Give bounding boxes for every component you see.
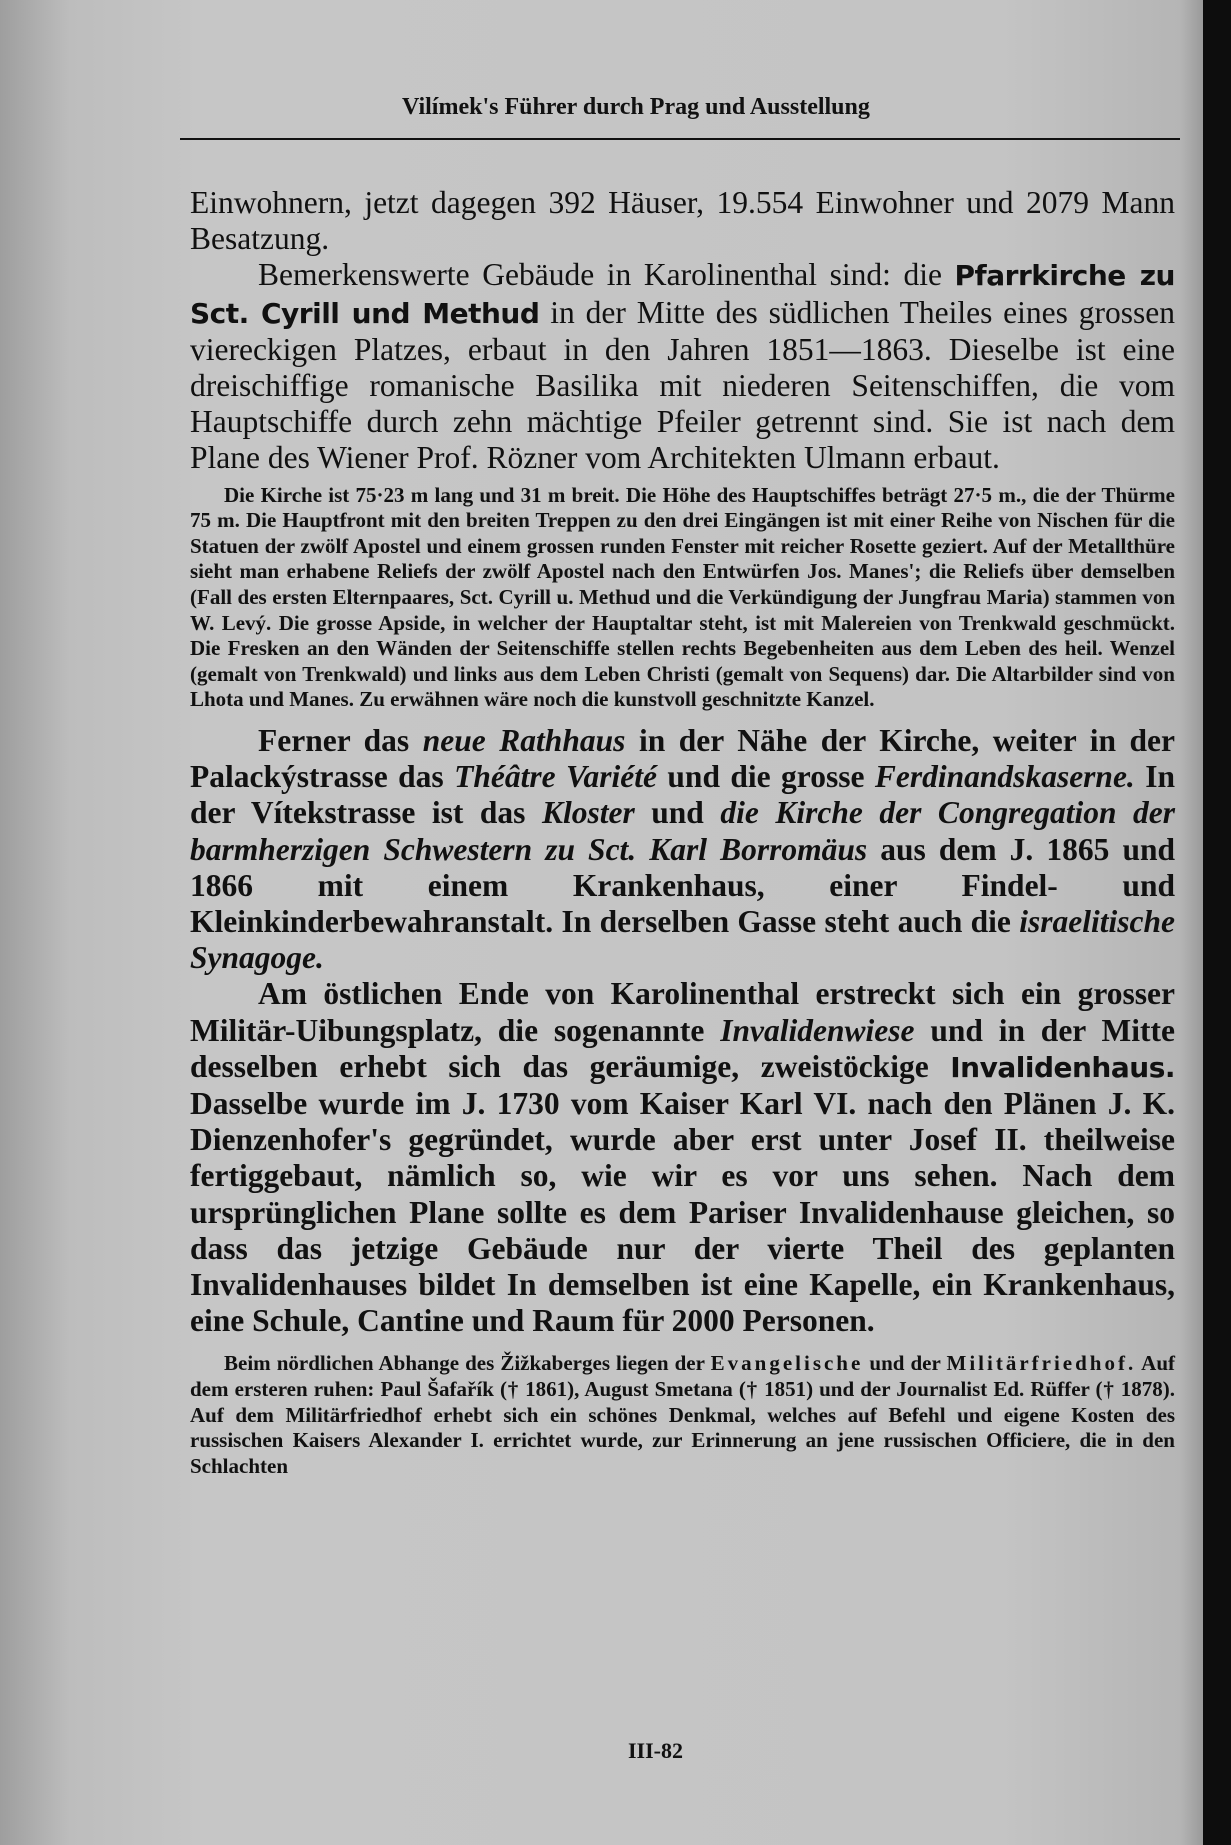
footnote-cemetery-text	[190, 1351, 1175, 1479]
kloster-italic: Kloster	[541, 795, 635, 831]
paragraph-4	[190, 976, 1175, 1339]
invalidenhaus-highlight: Invalidenhaus.	[950, 1050, 1175, 1084]
rathhaus-italic: neue Rathhaus	[422, 722, 626, 758]
paragraph-3-i: und	[634, 795, 721, 831]
paragraph-3	[190, 723, 1175, 976]
evangelische-spaced: Evangelische	[710, 1351, 864, 1376]
paragraph-4-c: und in der Mitte desselben erhebt sich das geräumige, zweistöckige	[190, 1012, 1175, 1084]
running-head: Vilímek's Führer durch Prag und Ausstellung	[402, 94, 870, 120]
header-rule	[180, 138, 1180, 140]
paragraph-3-g: In der Vítekstrasse ist das	[190, 759, 1176, 831]
church-name-highlight: Pfarrkirche zu Sct. Cyrill und Methud	[190, 259, 1175, 330]
paragraph-2-text-c: in der Mitte des südlichen Theiles eines grossen viereckigen Platzes, erbaut in den Jahren 1851—1863. Dieselbe ist eine dreischiffige romanische Basilika mit niederen Seitenschiffen, die vom Hauptschiffe durch zehn mächtige Pfeiler getrennt sind. Sie ist nach dem Plane des Wiener Prof. Rözner vom Architekten Ulmann erbaut.	[190, 294, 1175, 476]
page-body	[190, 185, 1175, 1479]
paragraph-3-c: in der Nähe der Kirche, weiter in der Palackýstrasse das	[190, 722, 1176, 795]
paragraph-2	[190, 257, 1175, 476]
paragraph-1: Einwohnern, jetzt dagegen 392 Häuser, 19.554 Einwohner und 2079 Mann Besatzung.	[190, 185, 1175, 257]
paragraph-3-a: Ferner das	[258, 722, 423, 758]
paragraph-3-e: und die grosse	[657, 759, 875, 795]
invalidenwiese-italic: Invalidenwiese	[720, 1012, 915, 1048]
militaerfriedhof-spaced: Militärfriedhof.	[946, 1351, 1137, 1376]
paragraph-2-text-a: Bemerkenswerte Gebäude in Karolinenthal sind: die	[258, 257, 955, 293]
synagoge-italic: israelitische Synagoge.	[190, 903, 1175, 976]
congregation-italic: die Kirche der Congregation der barmherzigen Schwestern zu Sct. Karl Borromäus	[190, 795, 1175, 867]
footnote-cemetery	[190, 1351, 1175, 1479]
theatre-italic: Théâtre Variété	[454, 759, 657, 795]
footnote-cemetery-e: Auf dem ersteren ruhen: Paul Šafařík († 1861), August Smetana († 1851) und der Journalist Ed. Rüffer († 1878). Auf dem Militärfriedhof erhebt sich ein schönes Denkmal, welches auf Befehl und eigene Kosten des russischen Kaisers Alexander I. errichtet wurde, zur Erinnerung an jene russischen Officiere, die in den Schlachten	[190, 1351, 1175, 1478]
paragraph-3-block	[190, 723, 1175, 1339]
scan-edge	[1203, 0, 1231, 1845]
footnote-church	[190, 483, 1175, 713]
page-number: III-82	[628, 1738, 684, 1763]
paragraph-4-a: Am östlichen Ende von Karolinenthal erstreckt sich ein grosser Militär-Uibungsplatz, die sogenannte	[190, 976, 1175, 1048]
kaserne-italic: Ferdinandskaserne.	[874, 759, 1135, 795]
paragraph-4-e: Dasselbe wurde im J. 1730 vom Kaiser Karl VI. nach den Plänen J. K. Dienzenhofer's gegründet, wurde aber erst unter Josef II. theilweise fertiggebaut, nämlich so, wie wir es vor uns sehen. Nach dem ursprünglichen Plane sollte es dem Pariser Invalidenhause gleichen, so dass das jetzige Gebäude nur der vierte Theil des geplanten Invalidenhauses bildet In demselben ist eine Kapelle, ein Krankenhaus, eine Schule, Cantine und Raum für 2000 Personen.	[190, 1086, 1175, 1339]
footnote-church-text: Die Kirche ist 75·23 m lang und 31 m breit. Die Höhe des Hauptschiffes beträgt 27·5 m., die der Thürme 75 m. Die Hauptfront mit den breiten Treppen zu den drei Eingängen ist mit einer Reihe von Nischen für die Statuen der zwölf Apostel und einem grossen runden Fenster mit reicher Rosette geziert. Auf der Metallthüre sieht man erhabene Reliefs der zwölf Apostel nach den Entwürfen Jos. Manes'; die Reliefs über demselben (Fall des ersten Elternpaares, Sct. Cyrill u. Methud und die Verkündigung der Jungfrau Maria) stammen von W. Levý. Die grosse Apside, in welcher der Hauptaltar steht, ist mit Malereien von Trenkwald geschmückt. Die Fresken an den Wänden der Seitenschiffe stellen rechts Begebenheiten aus dem Leben des heil. Wenzel (gemalt von Trenkwald) und links aus dem Leben Christi (gemalt von Sequens) dar. Die Altarbilder sind von Lhota und Manes. Zu erwähnen wäre noch die kunstvoll geschnitzte Kanzel.	[190, 482, 1175, 712]
footnote-cemetery-a: Beim nördlichen Abhange des Žižkaberges liegen der	[224, 1351, 711, 1376]
footnote-cemetery-c: und der	[863, 1351, 947, 1376]
paragraph-3-k: aus dem J. 1865 und 1866 mit einem Krankenhaus, einer Findel- und Kleinkinderbewahranstalt. In derselben Gasse steht auch die	[190, 831, 1175, 939]
